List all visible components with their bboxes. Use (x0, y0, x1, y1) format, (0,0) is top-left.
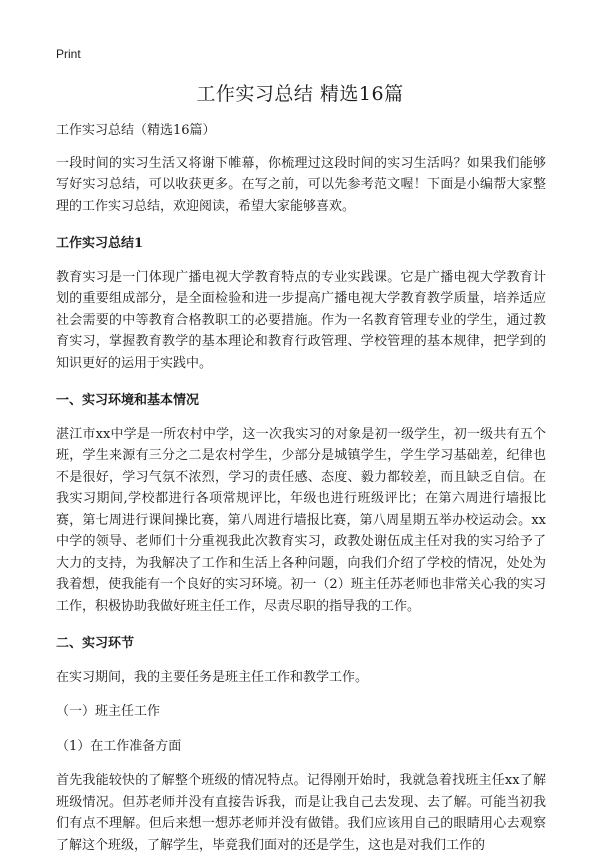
subsection-heading: （1）在工作准备方面 (56, 738, 182, 754)
part-paragraph: 在实习期间，我的主要任务是班主任工作和教学工作。 (56, 669, 369, 685)
subsection-paragraph: 首先我能较快的了解整个班级的情况特点。记得刚开始时，我就急着找班主任xx了解班级情况。但苏老师并没有直接告诉我，而是让我自己去发现、去了解。可能当初我们有点不理解。但后来想一想苏老师并没有做错。我们应该用自己的眼睛用心去观察了解这个班级，了解学生，毕竟我们面对的还是学生，这也是对我们工作的 (56, 773, 546, 853)
document-title: 工作实习总结 精选16篇 (196, 83, 404, 105)
intro-paragraph: 一段时间的实习生活又将谢下帷幕，你梳理过这段时间的实习生活吗？如果我们能够写好实习总结，可以收获更多。在写之前，可以先参考范文喔！下面是小编帮大家整理的工作实习总结，欢迎阅读，希望大家能够喜欢。 (56, 155, 546, 214)
section-paragraph: 教育实习是一门体现广播电视大学教育特点的专业实践课。它是广播电视大学教育计划的重要组成部分，是全面检验和进一步提高广播电视大学教育教学质量，培养适应社会需要的中等教育合格教职工的必要措施。作为一名教育管理专业的学生，通过教育实习，掌握教育教学的基本理论和教育行政管理、学校管理的基本规律，把学到的知识更好的运用于实践中。 (56, 269, 546, 371)
section-heading: 工作实习总结1 (56, 236, 144, 251)
subsection-heading: （一）班主任工作 (56, 704, 161, 719)
part-heading: 一、实习环境和基本情况 (56, 393, 200, 408)
part-paragraph: 湛江市xx中学是一所农村中学，这一次我实习的对象是初一级学生，初一级共有五个班，学生来源有三分之二是农村学生，少部分是城镇学生，学生学习基础差，纪律也不是很好，学习气氛不浓烈，学习的责任感、态度、毅力都较差，而且缺乏自信。在我实习期间,学校都进行各项常规评比，年级也进行班级评比；在第六周进行墙报比赛，第七周进行课间操比赛，第八周进行墙报比赛，第八周星期五举办校运动会。xx中学的领导、老师们十分重视我此次教育实习，政教处谢伍成主任对我的实习给予了大力的支持，为我解决了工作和生活上各种问题，向我们介绍了学校的情况，处处为我着想，使我能有一个良好的实习环境。初一（2）班主任苏老师也非常关心我的实习工作，积极协助我做好班主任工作，尽责尽职的指导我的工作。 (56, 426, 546, 614)
document-body (56, 120, 546, 856)
part-heading: 二、实习环节 (56, 636, 135, 651)
print-button[interactable]: Print (56, 47, 81, 61)
document-subtitle: 工作实习总结（精选16篇） (56, 123, 216, 138)
